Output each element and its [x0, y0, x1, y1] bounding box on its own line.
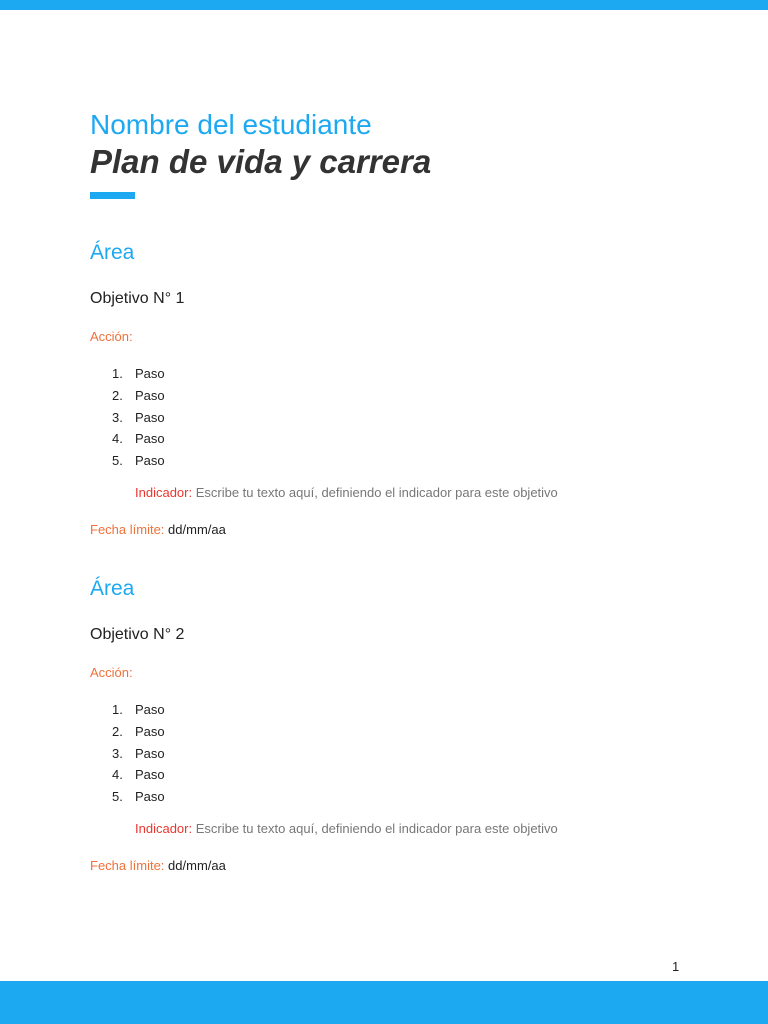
list-item	[112, 786, 165, 808]
indicator-text: Escribe tu texto aquí, definiendo el indicador para este objetivo	[195, 485, 558, 500]
deadline-value: dd/mm/aa	[168, 858, 226, 873]
action-label: Acción:	[90, 665, 133, 680]
student-name: Nombre del estudiante	[90, 109, 372, 140]
objective-section-1	[90, 239, 710, 537]
indicator-label: Indicador:	[135, 485, 193, 500]
step-label: Paso	[135, 767, 165, 783]
document-header	[90, 108, 710, 199]
step-number: 5.	[112, 789, 123, 805]
list-item	[112, 699, 165, 721]
indicator-line	[135, 821, 558, 837]
area-heading: Área	[90, 241, 135, 264]
step-label: Paso	[135, 366, 165, 381]
indicator-text: Escribe tu texto aquí, definiendo el indicador para este objetivo	[195, 821, 558, 836]
list-item	[112, 385, 165, 407]
list-item	[112, 450, 165, 472]
step-label: Paso	[135, 723, 165, 739]
action-label: Acción:	[90, 329, 133, 344]
top-accent-bar	[0, 0, 768, 10]
deadline-line	[90, 858, 226, 874]
list-item	[112, 743, 165, 765]
step-number: 2.	[112, 387, 123, 403]
step-number: 3.	[112, 745, 123, 761]
objective-title: Objetivo N° 2	[90, 626, 185, 643]
page-title: Plan de vida y carrera	[90, 143, 432, 180]
step-number: 5.	[112, 453, 123, 469]
step-number: 2.	[112, 723, 123, 739]
page-number: 1	[672, 959, 680, 974]
title-underline	[90, 192, 135, 199]
step-number: 3.	[112, 409, 123, 425]
step-label: Paso	[135, 387, 165, 403]
step-number: 4.	[112, 767, 123, 783]
bottom-accent-bar	[0, 981, 768, 1024]
step-label: Paso	[135, 789, 165, 805]
list-item	[112, 428, 165, 450]
step-number: 4.	[112, 431, 123, 447]
step-label: Paso	[135, 431, 165, 447]
list-item	[112, 407, 165, 429]
steps-list	[112, 363, 165, 472]
indicator-label: Indicador:	[135, 821, 193, 836]
list-item	[112, 363, 165, 385]
step-label: Paso	[135, 745, 165, 761]
area-heading: Área	[90, 577, 135, 600]
deadline-label: Fecha límite:	[90, 858, 165, 873]
step-number: 1.	[112, 702, 123, 717]
deadline-label: Fecha límite:	[90, 522, 165, 537]
step-label: Paso	[135, 702, 165, 717]
steps-list	[112, 699, 165, 808]
step-number: 1.	[112, 366, 123, 381]
step-label: Paso	[135, 409, 165, 425]
indicator-line	[135, 485, 558, 501]
list-item	[112, 721, 165, 743]
deadline-value: dd/mm/aa	[168, 522, 226, 537]
deadline-line	[90, 522, 226, 538]
list-item	[112, 764, 165, 786]
step-label: Paso	[135, 453, 165, 469]
objective-title: Objetivo N° 1	[90, 290, 185, 307]
objective-section-2	[90, 575, 710, 873]
